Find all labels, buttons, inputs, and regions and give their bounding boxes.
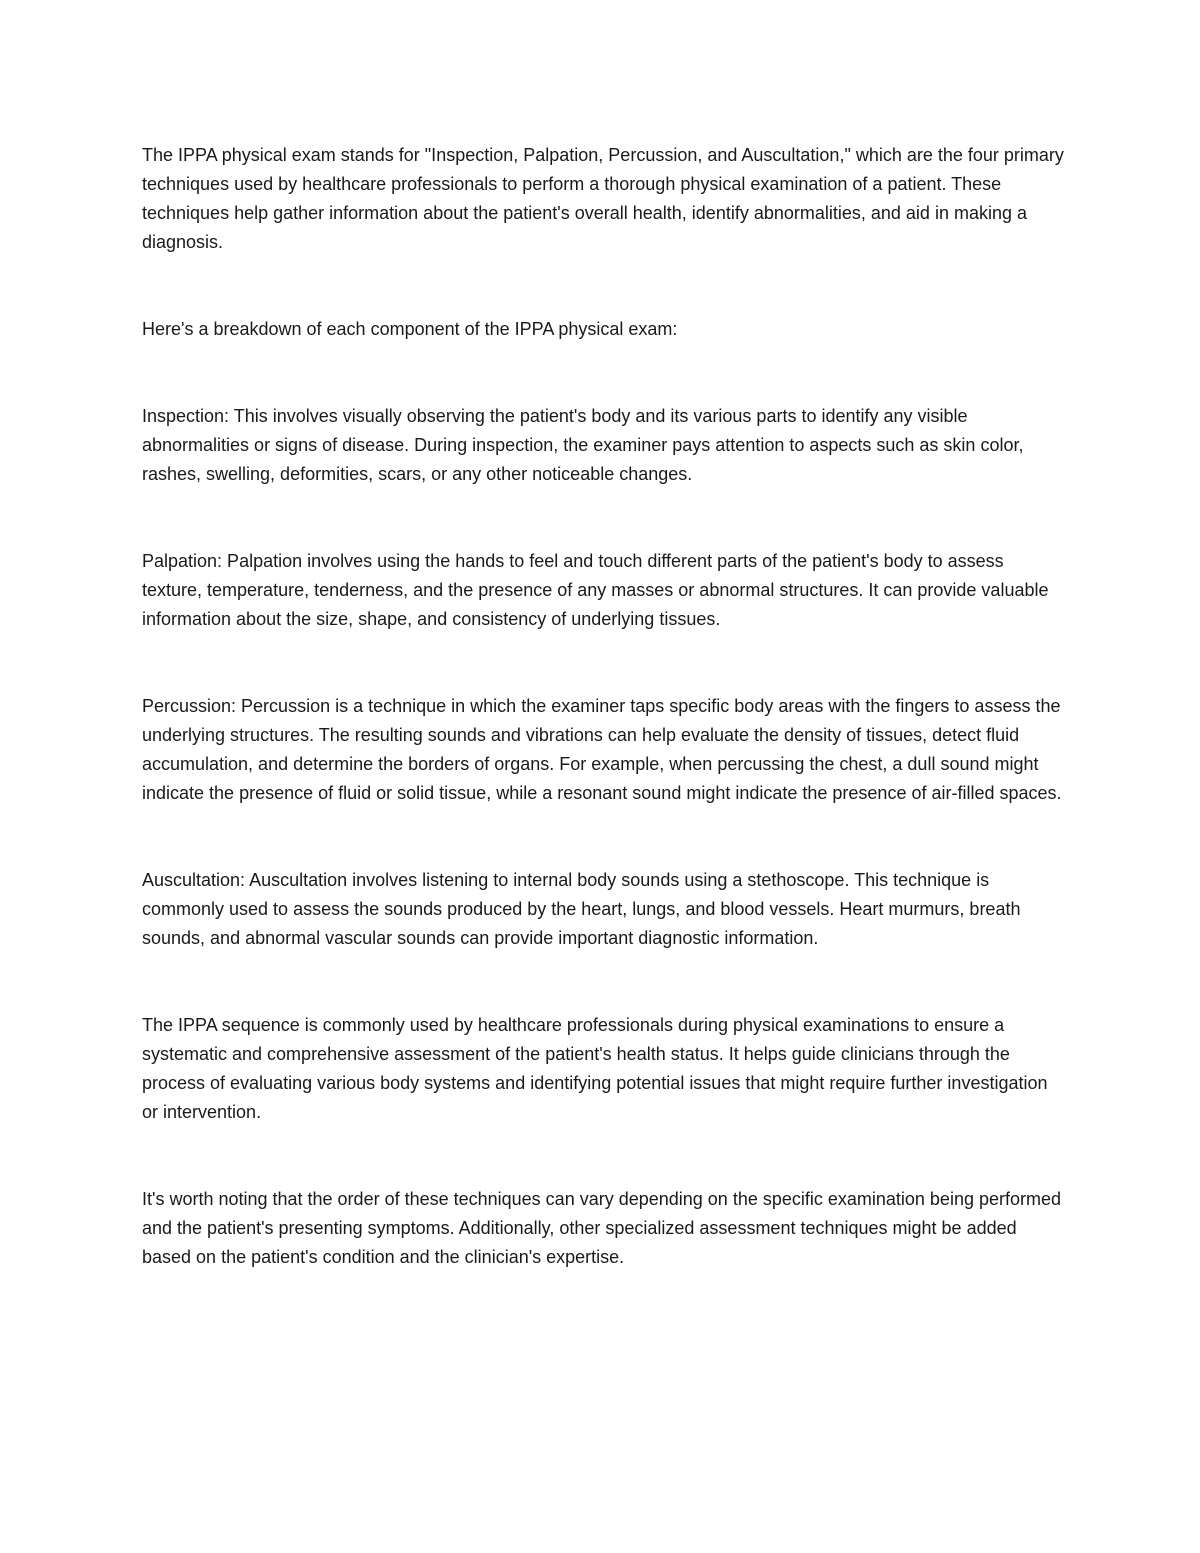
closing-paragraph: It's worth noting that the order of these techniques can vary depending on the specific examination being performed and the patient's presenting symptoms. Additionally, other specialized assessment techniques might be added based on the patient's condition and the clinician's expertise. — [142, 1189, 1062, 1267]
breakdown-intro-paragraph: Here's a breakdown of each component of the IPPA physical exam: — [142, 319, 678, 339]
intro-paragraph: The IPPA physical exam stands for "Inspection, Palpation, Percussion, and Auscultation," which are the four primary techniques used by healthcare professionals to perform a thorough physical examination of a patient. These techniques help gather information about the patient's overall health, identify abnormalities, and aid in making a diagnosis. — [142, 145, 1064, 252]
document-body — [142, 141, 1067, 1272]
auscultation-paragraph: Auscultation: Auscultation involves listening to internal body sounds using a stethoscope. This technique is commonly used to assess the sounds produced by the heart, lungs, and blood vessels. Heart murmurs, breath sounds, and abnormal vascular sounds can provide important diagnostic information. — [142, 870, 1021, 948]
palpation-paragraph: Palpation: Palpation involves using the hands to feel and touch different parts of the patient's body to assess texture, temperature, tenderness, and the presence of any masses or abnormal structures. It can provide valuable information about the size, shape, and consistency of underlying tissues. — [142, 551, 1049, 629]
inspection-paragraph: Inspection: This involves visually observing the patient's body and its various parts to identify any visible abnormalities or signs of disease. During inspection, the examiner pays attention to aspects such as skin color, rashes, swelling, deformities, scars, or any other noticeable changes. — [142, 406, 1024, 484]
percussion-paragraph: Percussion: Percussion is a technique in which the examiner taps specific body areas with the fingers to assess the underlying structures. The resulting sounds and vibrations can help evaluate the density of tissues, detect fluid accumulation, and determine the borders of organs. For example, when percussing the chest, a dull sound might indicate the presence of fluid or solid tissue, while a resonant sound might indicate the presence of air-filled spaces. — [142, 696, 1062, 803]
sequence-paragraph: The IPPA sequence is commonly used by healthcare professionals during physical examinations to ensure a systematic and comprehensive assessment of the patient's health status. It helps guide clinicians through the process of evaluating various body systems and identifying potential issues that might require further investigation or intervention. — [142, 1015, 1048, 1122]
